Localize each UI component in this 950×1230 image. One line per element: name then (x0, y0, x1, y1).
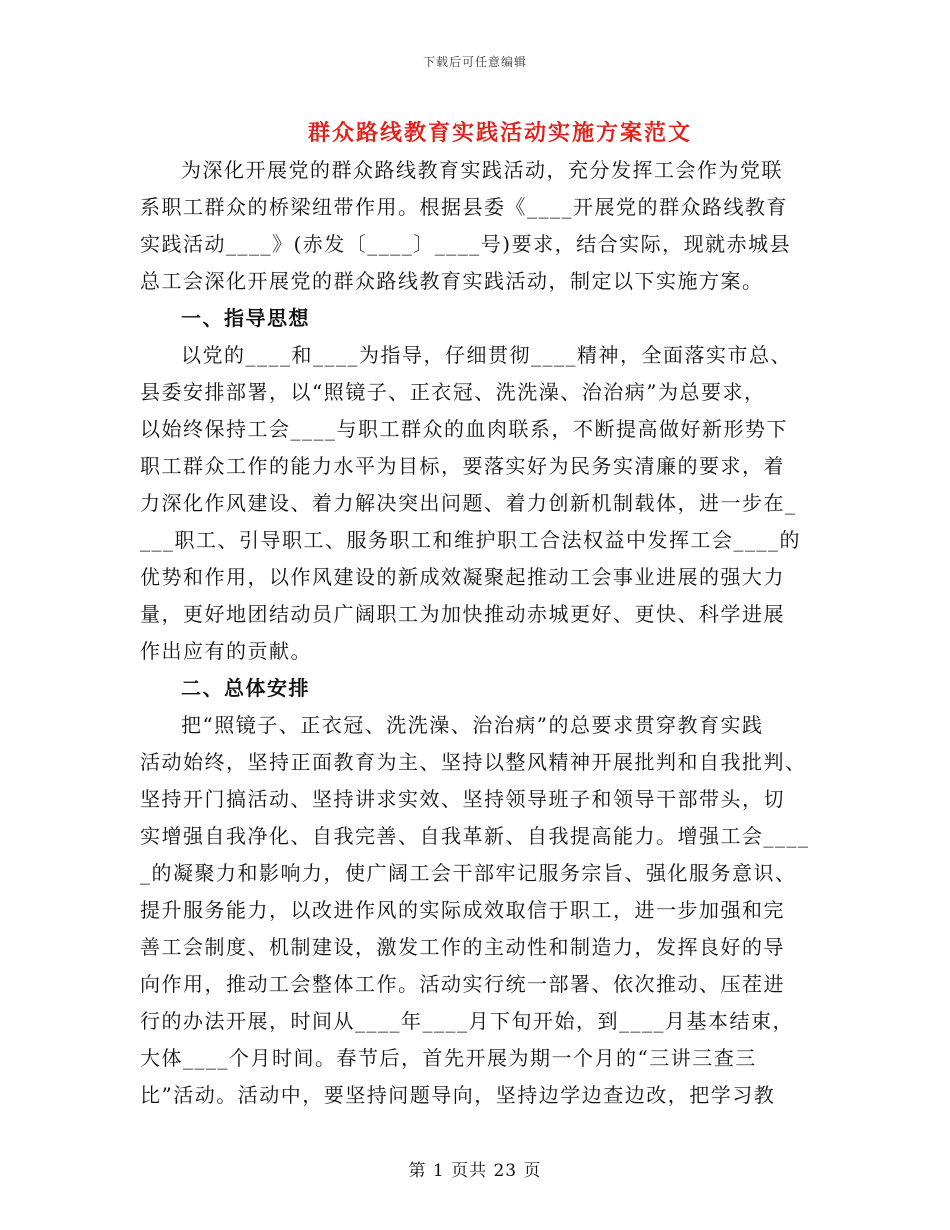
paragraph-line: 比”活动。活动中，要坚持问题导向，坚持边学边查边改，把学习教 (140, 1083, 776, 1107)
paragraph-line: 大体____个月时间。春节后，首先开展为期一个月的“三讲三查三 (140, 1046, 757, 1070)
paragraph-line: 活动始终，坚持正面教育为主、坚持以整风精神开展批判和自我批判、 (140, 750, 807, 774)
paragraph-line: 提升服务能力，以改进作风的实际成效取信于职工，进一步加强和完 (140, 898, 785, 922)
paragraph-line: _的凝聚力和影响力，使广阔工会干部牢记服务宗旨、强化服务意识、 (140, 861, 797, 885)
paragraph-line: 作出应有的贡献。 (140, 639, 312, 663)
paragraph-line: 坚持开门搞活动、坚持讲求实效、坚持领导班子和领导干部带头，切 (140, 787, 785, 811)
section-heading: 一、指导思想 (181, 306, 310, 330)
paragraph-line: 以党的____和____为指导，仔细贯彻____精神，全面落实市总、 (181, 343, 792, 367)
paragraph-line: 为深化开展党的群众路线教育实践活动，充分发挥工会作为党联 (181, 158, 783, 182)
page-number: 第 1 页共 23 页 (408, 1161, 542, 1181)
paragraph-line: 善工会制度、机制建设，激发工作的主动性和制造力，发挥良好的导 (140, 935, 785, 959)
paragraph-line: 力深化作风建设、着力解决突出问题、着力创新机制载体，进一步在_ (140, 491, 797, 515)
document-body (140, 152, 820, 1114)
header-note: 下载后可任意编辑 (422, 55, 527, 69)
paragraph-line: 量，更好地团结动员广阔职工为加快推动赤城更好、更快、科学进展 (140, 602, 785, 626)
paragraph-line: 职工群众工作的能力水平为目标，要落实好为民务实清廉的要求，着 (140, 454, 785, 478)
paragraph-line: 总工会深化开展党的群众路线教育实践活动，制定以下实施方案。 (140, 269, 764, 293)
paragraph-line: 实增强自我净化、自我完善、自我革新、自我提高能力。增强工会____ (140, 824, 810, 848)
paragraph-line: 实践活动____》(赤发〔____〕____号)要求，结合实际，现就赤城县 (140, 232, 792, 256)
paragraph-line: 优势和作用，以作风建设的新成效凝聚起推动工会事业进展的强大力 (140, 565, 785, 589)
paragraph-line: 行的办法开展，时间从____年____月下旬开始，到____月基本结束， (140, 1009, 794, 1033)
paragraph-line: 把“照镜子、正衣冠、洗洗澡、治治病”的总要求贯穿教育实践 (181, 713, 764, 737)
paragraph-line: ___职工、引导职工、服务职工和维护职工合法权益中发挥工会____的 (140, 528, 801, 552)
paragraph-line: 县委安排部署，以“照镜子、正衣冠、洗洗澡、治治病”为总要求， (140, 380, 766, 404)
document-title: 群众路线教育实践活动实施方案范文 (307, 120, 692, 146)
paragraph-line: 向作用，推动工会整体工作。活动实行统一部署、依次推动、压茬进 (140, 972, 785, 996)
paragraph-line: 系职工群众的桥梁纽带作用。根据县委《____开展党的群众路线教育 (140, 195, 788, 219)
paragraph-line: 以始终保持工会____与职工群众的血肉联系，不断提高做好新形势下 (140, 417, 788, 441)
section-heading: 二、总体安排 (181, 676, 310, 700)
